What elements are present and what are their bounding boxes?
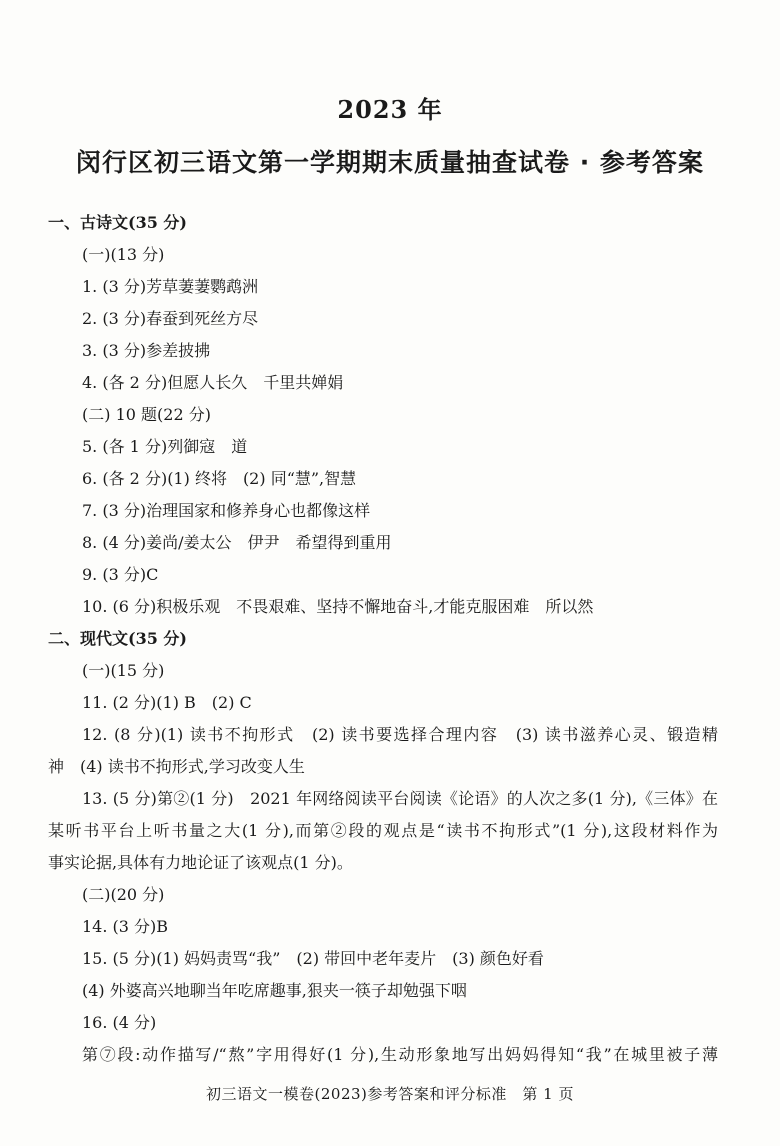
answer-item: 1. (3 分)芳草萋萋鹦鹉洲 [82, 277, 259, 296]
answer-item-continued: 事实论据,具体有力地论证了该观点(1 分)。 [48, 853, 353, 872]
page-footer: 初三语文一模卷(2023)参考答案和评分标准 第 1 页 [206, 1085, 574, 1103]
answer-item-continued: (4) 外婆高兴地聊当年吃席趣事,狠夹一筷子却勉强下咽 [82, 981, 467, 1000]
subsection-heading: (一)(13 分) [82, 245, 165, 264]
page-title: 闵行区初三语文第一学期期末质量抽查试卷 · 参考答案 [76, 148, 704, 177]
answer-item: 5. (各 1 分)列御寇 道 [82, 437, 248, 456]
answer-item: 7. (3 分)治理国家和修养身心也都像这样 [82, 501, 371, 520]
answer-item: 2. (3 分)春蚕到死丝方尽 [82, 309, 259, 328]
answer-item: 15. (5 分)(1) 妈妈责骂“我” (2) 带回中老年麦片 (3) 颜色好看 [82, 949, 544, 968]
subsection-heading: (二)(20 分) [82, 885, 165, 904]
section-heading-classical: 一、古诗文(35 分) [48, 213, 187, 232]
section-heading-modern: 二、现代文(35 分) [48, 629, 187, 648]
answer-item: 3. (3 分)参差披拂 [82, 341, 211, 360]
answer-item-continued: 某听书平台上听书量之大(1 分),而第②段的观点是“读书不拘形式”(1 分),这段材料作为 [48, 821, 718, 840]
answer-item: 13. (5 分)第②(1 分) 2021 年网络阅读平台阅读《论语》的人次之多(1 分),《三体》在 [82, 789, 718, 808]
answer-item: 8. (4 分)姜尚/姜太公 伊尹 希望得到重用 [82, 533, 392, 552]
answer-body [48, 207, 718, 1071]
answer-item: 16. (4 分) [82, 1013, 157, 1032]
subsection-heading: (一)(15 分) [82, 661, 165, 680]
answer-item: 10. (6 分)积极乐观 不畏艰难、坚持不懈地奋斗,才能克服困难 所以然 [82, 597, 594, 616]
answer-item: 第⑦段:动作描写/“熬”字用得好(1 分),生动形象地写出妈妈得知“我”在城里被子薄 [82, 1045, 718, 1064]
answer-item: 12. (8 分)(1) 读书不拘形式 (2) 读书要选择合理内容 (3) 读书滋养心灵、锻造精 [82, 725, 718, 744]
answer-item: 9. (3 分)C [82, 565, 159, 584]
subsection-heading: (二) 10 题(22 分) [82, 405, 211, 424]
answer-item: 4. (各 2 分)但愿人长久 千里共婵娟 [82, 373, 344, 392]
answer-item: 11. (2 分)(1) B (2) C [82, 693, 252, 712]
answer-item: 14. (3 分)B [82, 917, 169, 936]
answer-item-continued: 神 (4) 读书不拘形式,学习改变人生 [48, 757, 305, 776]
exam-year: 2023 年 [337, 95, 443, 124]
answer-item: 6. (各 2 分)(1) 终将 (2) 同“慧”,智慧 [82, 469, 357, 488]
